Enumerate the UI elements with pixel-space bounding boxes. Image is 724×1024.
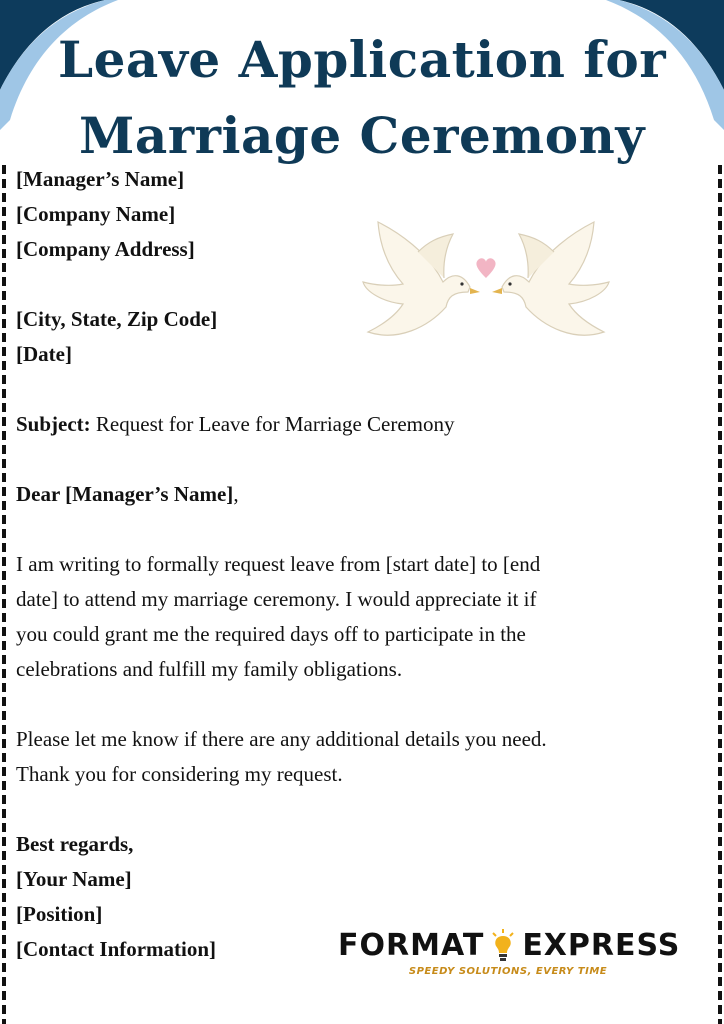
recipient-city-state-zip: [City, State, Zip Code] (16, 307, 218, 331)
logo-word-express: EXPRESS (522, 928, 681, 963)
closing-position: [Position] (16, 902, 103, 926)
paragraph-line: celebrations and fulfill my family obligations. (16, 657, 403, 681)
closing-contact: [Contact Information] (16, 937, 217, 961)
paragraph-line: I am writing to formally request leave from [start date] to [end (16, 552, 541, 576)
logo-word-format: FORMAT (338, 928, 485, 963)
body-paragraph-1 (16, 547, 691, 687)
dashed-border-left (2, 165, 6, 1024)
title-line-2: Marriage Ceremony (79, 106, 645, 165)
recipient-manager-name: [Manager’s Name] (16, 167, 185, 191)
salutation-punct: , (233, 482, 239, 506)
paragraph-line: date] to attend my marriage ceremony. I would appreciate it if (16, 587, 537, 611)
closing-your-name: [Your Name] (16, 867, 132, 891)
salutation (16, 477, 696, 512)
salutation-text: Dear [Manager’s Name] (16, 482, 234, 506)
subject-label: Subject: (16, 412, 91, 436)
letter-body (16, 162, 696, 967)
format-express-logo (338, 928, 698, 992)
title-line-1: Leave Application for (57, 30, 667, 89)
lightbulb-icon (490, 929, 516, 963)
body-paragraph-2 (16, 722, 691, 792)
subject-line (16, 407, 696, 442)
letter-date: [Date] (16, 342, 72, 366)
closing-sign-off: Best regards, (16, 832, 134, 856)
paragraph-line: Thank you for considering my request. (16, 762, 343, 786)
subject-text: Request for Leave for Marriage Ceremony (90, 412, 455, 436)
paragraph-line: Please let me know if there are any additional details you need. (16, 727, 547, 751)
dashed-border-right (718, 165, 722, 1024)
recipient-company-address: [Company Address] (16, 237, 195, 261)
page-title (0, 22, 724, 174)
logo-tagline: SPEEDY SOLUTIONS, EVERY TIME (408, 966, 608, 977)
recipient-company-name: [Company Name] (16, 202, 176, 226)
paragraph-line: you could grant me the required days off to participate in the (16, 622, 526, 646)
